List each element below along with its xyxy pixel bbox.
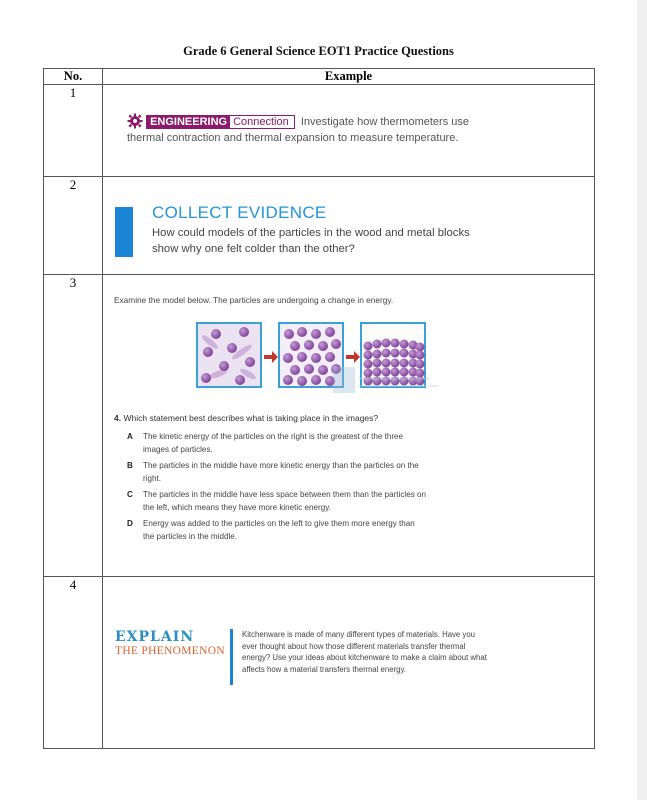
arrow-right-icon bbox=[346, 351, 360, 363]
document-title: Grade 6 General Science EOT1 Practice Questions bbox=[183, 44, 454, 58]
phenomenon-heading: THE PHENOMENON bbox=[115, 645, 225, 657]
blue-bar-decoration bbox=[115, 207, 133, 257]
row-example-cell bbox=[103, 177, 595, 275]
option-text: The kinetic energy of the particles on the right is the greatest of the three images of particles. bbox=[143, 432, 404, 454]
table-header-row bbox=[44, 69, 595, 85]
option-letter: A bbox=[127, 432, 133, 441]
answer-options bbox=[127, 430, 427, 546]
badge-connection: Connection bbox=[233, 116, 289, 128]
engineering-text-line2: thermal contraction and thermal expansion to measure temperature. bbox=[127, 132, 459, 144]
engineering-connection bbox=[127, 113, 547, 146]
question-number: 4. bbox=[114, 413, 122, 423]
collect-evidence-heading: COLLECT EVIDENCE bbox=[152, 203, 327, 222]
option-text: The particles in the middle have more kinetic energy than the particles on the right. bbox=[143, 461, 419, 483]
row-number: 1 bbox=[44, 85, 103, 177]
option-text: Energy was added to the particles on the left to give them more energy than the particles in the middle. bbox=[143, 519, 415, 541]
row-example-cell bbox=[103, 275, 595, 577]
engineering-text-line1: Investigate how thermometers use bbox=[300, 116, 469, 128]
table-row bbox=[44, 85, 595, 177]
option-b bbox=[127, 459, 427, 485]
watermark-logo bbox=[333, 367, 453, 397]
question-text: Which statement best describes what is taking place in the images? bbox=[123, 413, 379, 423]
header-no: No. bbox=[44, 69, 103, 85]
row-number: 4 bbox=[44, 577, 103, 749]
gear-icon bbox=[127, 113, 143, 129]
option-c bbox=[127, 488, 427, 514]
question-stem bbox=[114, 412, 444, 425]
row-number: 2 bbox=[44, 177, 103, 275]
blue-divider-bar bbox=[230, 629, 233, 685]
questions-table bbox=[43, 68, 595, 749]
row-number: 3 bbox=[44, 275, 103, 577]
table-row bbox=[44, 177, 595, 275]
badge-engineering: ENGINEERING bbox=[147, 116, 230, 128]
option-a bbox=[127, 430, 427, 456]
table-row bbox=[44, 577, 595, 749]
collect-evidence-text: How could models of the particles in the wood and metal blocks show why one felt colder than the other? bbox=[152, 227, 470, 255]
row-example-cell bbox=[103, 577, 595, 749]
option-d bbox=[127, 517, 427, 543]
option-letter: B bbox=[127, 461, 133, 470]
option-text: The particles in the middle have less space between them than the particles on the left, which means they have more kinetic energy. bbox=[143, 490, 426, 512]
table-row bbox=[44, 275, 595, 577]
option-letter: D bbox=[127, 519, 133, 528]
arrow-right-icon bbox=[264, 351, 278, 363]
kitchenware-text: Kitchenware is made of many different types of materials. Have you ever thought about how those different materials transfer thermal energy? Use your ideas about kitchenware to make a claim about what affects how a material transfers thermal energy. bbox=[242, 630, 487, 674]
engineering-badge bbox=[146, 115, 295, 129]
header-example: Example bbox=[103, 69, 595, 85]
option-letter: C bbox=[127, 490, 133, 499]
model-intro-text: Examine the model below. The particles are undergoing a change in energy. bbox=[114, 295, 394, 305]
row-example-cell bbox=[103, 85, 595, 177]
explain-heading: EXPLAIN bbox=[115, 629, 195, 645]
